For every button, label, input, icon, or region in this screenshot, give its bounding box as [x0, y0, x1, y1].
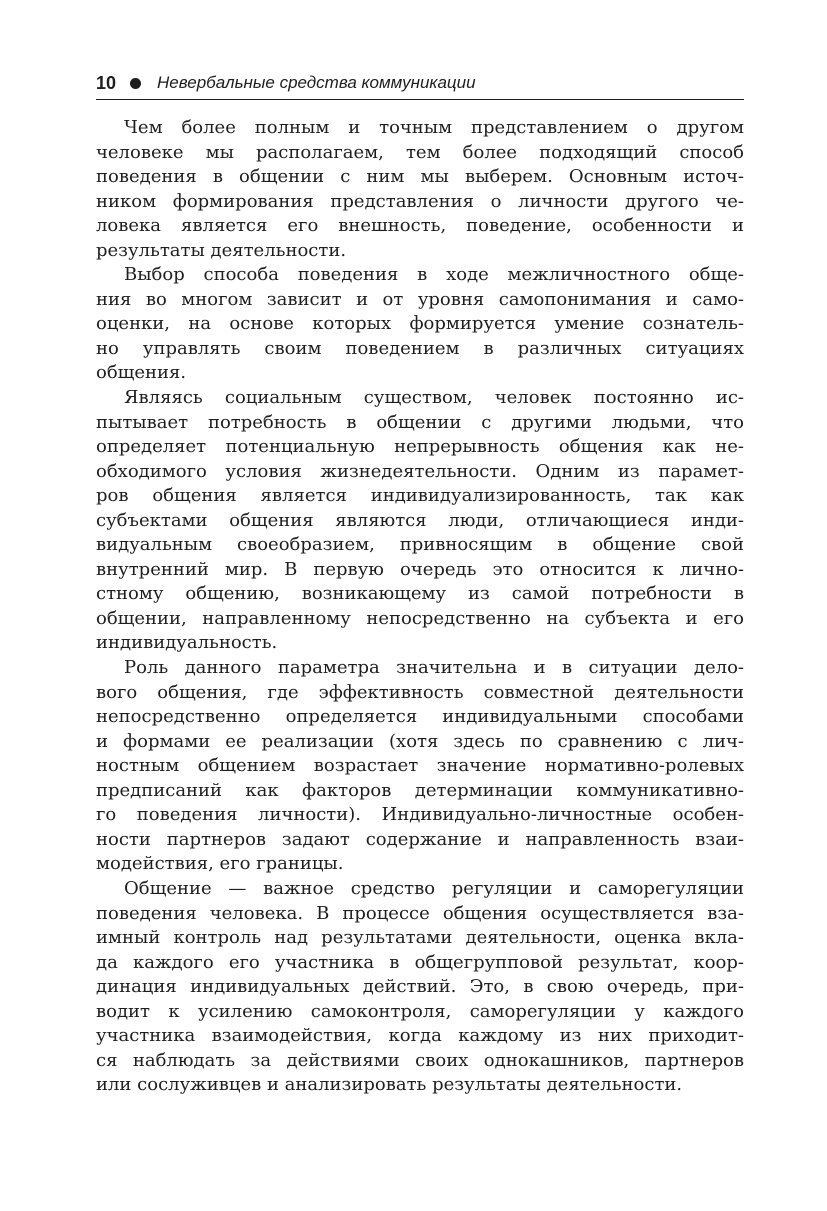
page-number: 10: [96, 72, 117, 93]
text-line: ния во многом зависит и от уровня самопонимания и само-: [96, 288, 744, 310]
text-line: или сослуживцев и анализировать результаты деятельности.: [96, 1074, 683, 1096]
text-line: водит к усилению самоконтроля, саморегуляции у каждого: [96, 1000, 744, 1022]
text-line: субъектами общения являются люди, отличающиеся инди-: [96, 509, 744, 531]
paragraph: [96, 877, 744, 1098]
text-line: модействия, его границы.: [96, 853, 344, 875]
text-line: определяет потенциальную непрерывность общения как не-: [96, 436, 744, 458]
text-line: ности партнеров задают содержание и направленность взаи-: [96, 828, 744, 850]
text-line: имный контроль над результатами деятельности, оценка вкла-: [96, 927, 744, 949]
text-line: но управлять своим поведением в различных ситуациях: [96, 337, 744, 359]
text-line: обходимого условия жизнедеятельности. Одним из парамет-: [96, 460, 744, 482]
text-line: го поведения личности). Индивидуально-личностные особен-: [96, 804, 744, 826]
page-header: [96, 70, 744, 96]
text-line: результаты деятельности.: [96, 239, 347, 261]
bullet-dot-icon: [130, 78, 141, 89]
text-line: Выбор способа поведения в ходе межличностного обще-: [124, 264, 744, 286]
text-line: поведения человека. В процессе общения осуществляется вза-: [96, 902, 744, 924]
text-line: человеке мы располагаем, тем более подходящий способ: [96, 141, 744, 163]
text-line: непосредственно определяется индивидуальными способами: [96, 706, 744, 728]
text-line: ловека является его внешность, поведение, особенности и: [96, 215, 744, 237]
text-line: общения.: [96, 362, 187, 384]
text-line: внутренний мир. В первую очередь это относится к лично-: [96, 558, 744, 580]
text-line: Чем более полным и точным представлением о другом: [124, 117, 744, 138]
text-line: и формами ее реализации (хотя здесь по сравнению с лич-: [96, 730, 744, 752]
text-line: индивидуальность.: [96, 632, 278, 654]
paragraph: [96, 116, 744, 263]
text-line: поведения в общении с ним мы выберем. Основным источ-: [96, 166, 744, 188]
text-line: участника взаимодействия, когда каждому из них приходит-: [96, 1025, 744, 1047]
text-line: оценки, на основе которых формируется умение сознатель-: [96, 313, 744, 335]
paragraph: [96, 656, 744, 877]
text-line: Являясь социальным существом, человек постоянно ис-: [124, 387, 744, 409]
paragraph: [96, 386, 744, 656]
text-line: видуальным своеобразием, привносящим в общение свой: [96, 534, 744, 556]
text-line: общении, направленному непосредственно на субъекта и его: [96, 607, 744, 629]
text-line: ником формирования представления о личности другого че-: [96, 190, 744, 212]
text-line: да каждого его участника в общегрупповой результат, коор-: [96, 951, 744, 973]
text-line: стному общению, возникающему из самой потребности в: [96, 583, 744, 605]
text-line: предписаний как факторов детерминации коммуникативно-: [96, 779, 744, 801]
text-line: ров общения является индивидуализированность, так как: [96, 485, 744, 507]
text-line: ностным общением возрастает значение нормативно-ролевых: [96, 755, 744, 777]
header-rule: [96, 99, 744, 100]
text-line: динация индивидуальных действий. Это, в свою очередь, при-: [96, 976, 744, 998]
text-line: Общение — важное средство регуляции и саморегуляции: [124, 877, 744, 899]
text-line: вого общения, где эффективность совместной деятельности: [96, 681, 744, 703]
text-line: Роль данного параметра значительна и в ситуации дело-: [124, 657, 744, 679]
body-text: [96, 116, 744, 1098]
running-title: Невербальные средства коммуникации: [157, 73, 476, 92]
text-line: ся наблюдать за действиями своих однокашников, партнеров: [96, 1049, 744, 1071]
text-line: пытывает потребность в общении с другими людьми, что: [96, 411, 744, 433]
paragraph: [96, 263, 744, 386]
